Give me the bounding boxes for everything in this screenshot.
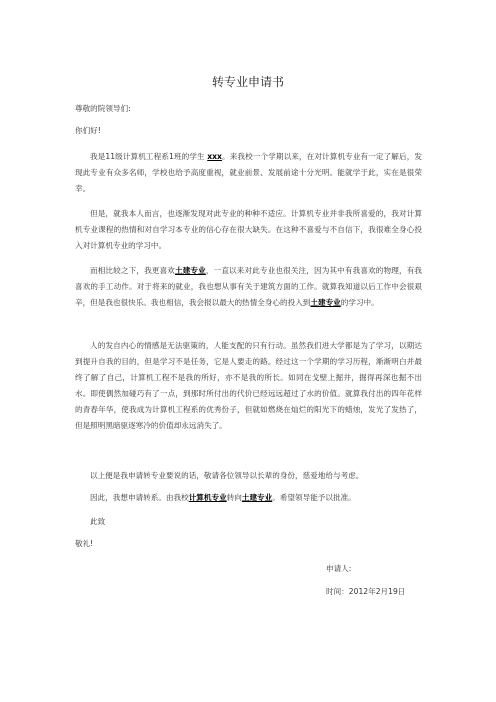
applicant-label: 申请人: [326, 564, 352, 573]
closing-respect: 此致 [90, 517, 106, 526]
paragraph-4-text: 人的发自内心的情感是无法驱策的，人能支配的只有行动。虽然我们进大学都是为了学习，以期达到提升自我的目的，但是学习不是任务，它是人要走的路。经过这一个学期的学习历程，渐渐明白并最终了解了自己，计算机工程不是我的所好，亦不是我的所长。如同在戈壁上掘井，掘得再深也掘不出水。即使偶然加碰巧有了一点，到那时所付出的代价已经远远超过了水的价值。就算我付出的四年花样的青春年华，使我成为计算机工程系的优秀份子，但就如燃烧在灿烂的阳光下的蜡烛，发光了发热了，但是照明黑暗驱逐寒冷的价值却永远消失了。 [75, 341, 422, 430]
paragraph-2 [75, 206, 422, 254]
paragraph-4 [75, 338, 422, 434]
target-major-highlight: 土建专业 [310, 298, 341, 307]
paragraph-3-text-b: ，一直以来对此专业也很关注，因为其中有我喜欢的物理，有我喜欢的手工动作。对于将来的就业，我也想从事有关于建筑方面的工作。就算我知道以后工作中会很艰辛，但是我也很快乐。我也相信，我会报以最大的热情全身心的投入到 [75, 266, 423, 307]
paragraph-1-text-b: 。来我校一个学期以来，在对计算机专业有一定了解后，发现此专业有众多名师，学校也给予高度重视，就业前景、发展前途十分光明。能就学于此，实在是很荣幸。 [75, 152, 422, 193]
paragraph-5 [75, 468, 422, 484]
paragraph-3 [75, 263, 422, 311]
current-major-highlight: 计算机专业 [188, 493, 227, 502]
target-major-highlight: 土建专业 [174, 266, 206, 275]
paragraph-6 [75, 490, 422, 506]
student-name: xxx [207, 152, 222, 161]
application-date: 时间：2012年2月19日 [326, 587, 406, 596]
paragraph-3-text-c: 的学习中。 [340, 298, 379, 307]
closing-salute: 敬礼! [75, 539, 94, 548]
paragraph-6-text-c: 。希望领导能予以批准。 [272, 493, 356, 502]
target-major-highlight: 土建专业 [241, 493, 273, 502]
paragraph-6-text-a: 因此，我想申请转系。由我校 [90, 493, 189, 502]
paragraph-5-text: 以上便是我申请转专业要说的话，敬请各位领导以长辈的身份，慈爱地给与考虑。 [90, 471, 364, 480]
paragraph-2-text: 但是，就我本人而言，也逐渐发现对此专业的种种不适应。计算机专业并非我所喜爱的，我对计算机专业课程的热情和对自学习本专业的信心存在很大缺失。在这种不喜爱与不自信下，我很难全身心投入对计算机专业的学习中。 [75, 209, 422, 250]
greeting: 你们好! [75, 126, 101, 135]
paragraph-1-text-a: 我是11级计算机工程系1班的学生 [90, 152, 208, 161]
document-title: 转专业申请书 [211, 75, 284, 89]
paragraph-1 [75, 149, 422, 197]
paragraph-3-text-a: 而相比较之下，我更喜欢 [90, 266, 175, 275]
salutation: 尊敬的院领导们: [75, 104, 131, 113]
paragraph-6-text-b: 转向 [226, 493, 242, 502]
